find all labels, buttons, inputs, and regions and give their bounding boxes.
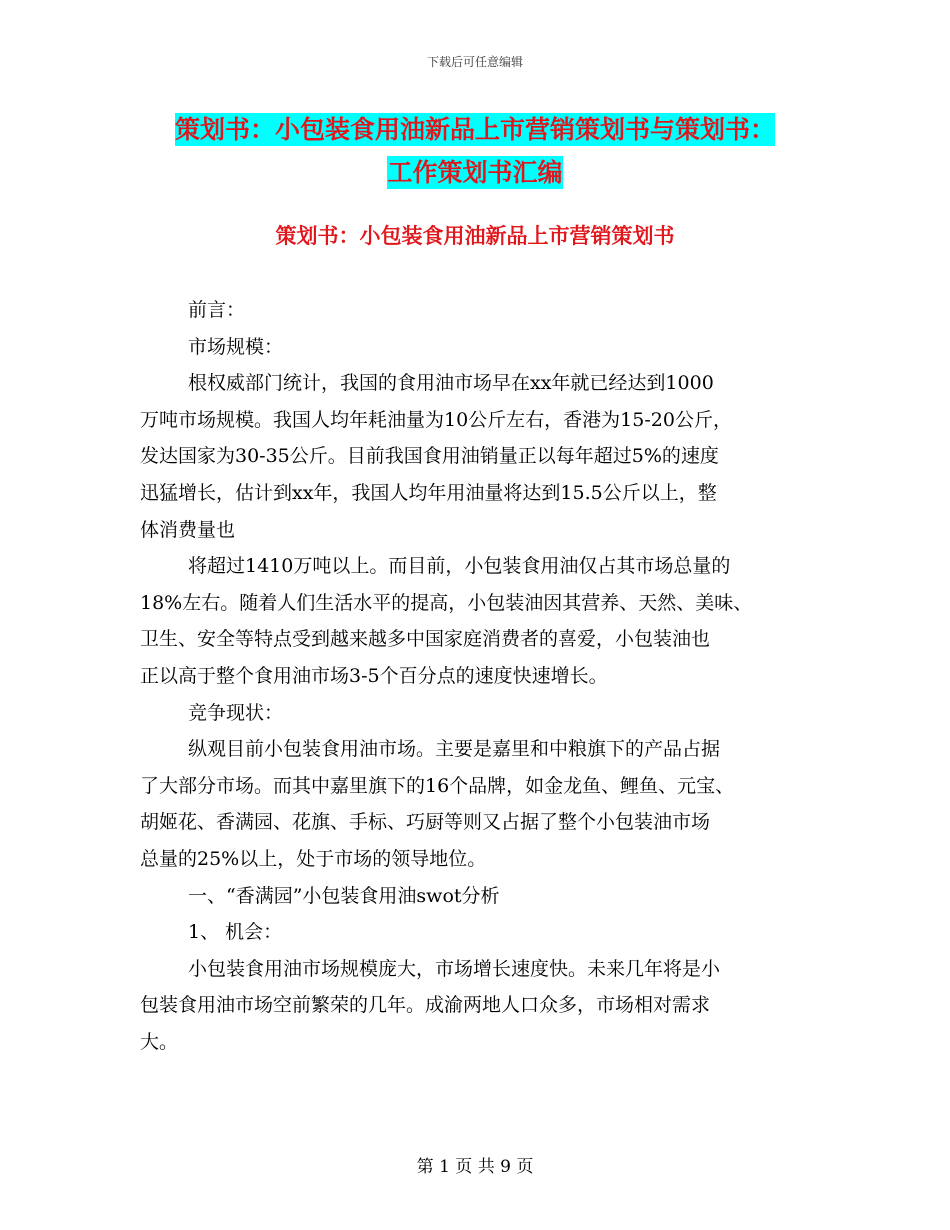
text-line: 大。	[140, 1030, 179, 1053]
section-subtitle: 策划书：小包装食用油新品上市营销策划书	[275, 224, 675, 248]
body-text	[140, 292, 815, 1060]
text-line: 迅猛增长，估计到xx年，我国人均年用油量将达到15.5公斤以上，整	[140, 481, 717, 504]
document-title-line-1	[0, 110, 950, 150]
text-line: 包装食用油市场空前繁荣的几年。成渝两地人口众多，市场相对需求	[140, 994, 711, 1017]
text-line: 一、“香满园”小包装食用油swot分析	[188, 884, 500, 907]
text-line: 18%左右。随着人们生活水平的提高，小包装油因其营养、天然、美味、	[140, 591, 753, 614]
text-line: 市场规模：	[188, 335, 284, 358]
text-line: 体消费量也	[140, 518, 236, 541]
text-line: 小包装食用油市场规模庞大，市场增长速度快。未来几年将是小	[188, 957, 721, 980]
header-note: 下载后可任意编辑	[426, 55, 523, 69]
text-line: 发达国家为30-35公斤。目前我国食用油销量正以每年超过5%的速度	[140, 445, 719, 468]
text-line: 总量的25%以上，处于市场的领导地位。	[140, 847, 487, 870]
text-line: 纵观目前小包装食用油市场。主要是嘉里和中粮旗下的产品占据	[188, 738, 721, 761]
text-line: 将超过1410万吨以上。而目前，小包装食用油仅占其市场总量的	[188, 555, 731, 578]
text-line: 前言：	[188, 299, 246, 321]
title-highlight-1: 策划书：小包装食用油新品上市营销策划书与策划书：	[174, 115, 775, 144]
text-line: 了大部分市场。而其中嘉里旗下的16个品牌，如金龙鱼、鲤鱼、元宝、	[140, 774, 735, 797]
text-line: 竞争现状：	[188, 701, 284, 724]
title-highlight-2: 工作策划书汇编	[387, 158, 563, 187]
text-line: 胡姬花、香满园、花旗、手标、巧厨等则又占据了整个小包装油市场	[140, 811, 711, 834]
text-line: 正以高于整个食用油市场3-5个百分点的速度快速增长。	[140, 664, 608, 687]
page-footer: 第 1 页 共 9 页	[416, 1157, 534, 1177]
text-line: 根权威部门统计，我国的食用油市场早在xx年就已经达到1000	[188, 372, 714, 395]
text-line: 卫生、安全等特点受到越来越多中国家庭消费者的喜爱，小包装油也	[140, 628, 711, 651]
text-line: 万吨市场规模。我国人均年耗油量为10公斤左右，香港为15-20公斤，	[140, 408, 732, 431]
document-title-line-2	[0, 153, 950, 193]
text-line: 1、 机会：	[188, 921, 283, 944]
